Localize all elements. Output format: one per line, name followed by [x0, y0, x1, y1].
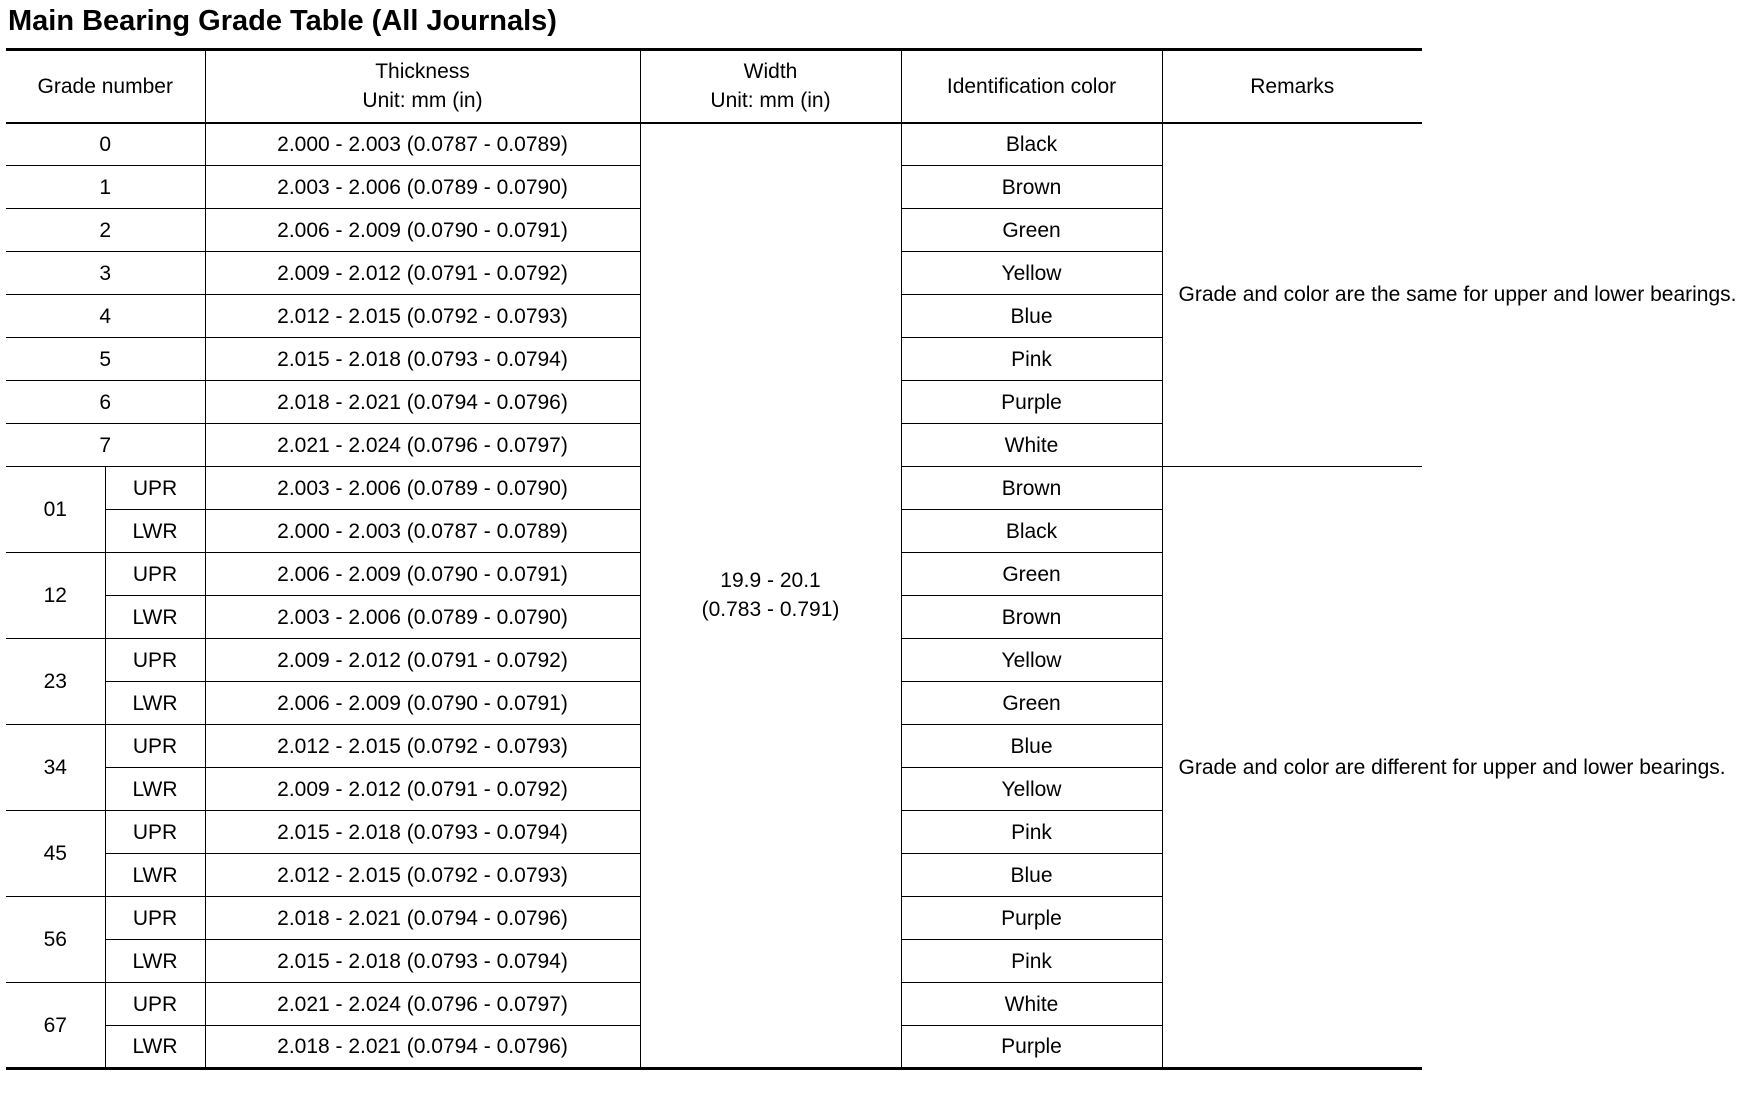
width-value-in: (0.783 - 0.791) [701, 598, 840, 622]
grade-number-cell: 3 [6, 252, 205, 295]
remarks-same-text: Grade and color are the same for upper and lower bearings. [1178, 283, 1737, 307]
identification-color-cell: Yellow [901, 252, 1162, 295]
bearing-position-cell: UPR [105, 639, 205, 682]
thickness-cell: 2.012 - 2.015 (0.0792 - 0.0793) [205, 725, 640, 768]
thickness-cell: 2.021 - 2.024 (0.0796 - 0.0797) [205, 424, 640, 467]
identification-color-cell: Yellow [901, 768, 1162, 811]
remarks-different-text: Grade and color are different for upper and lower bearings. [1178, 755, 1726, 779]
thickness-cell: 2.015 - 2.018 (0.0793 - 0.0794) [205, 811, 640, 854]
thickness-cell: 2.003 - 2.006 (0.0789 - 0.0790) [205, 596, 640, 639]
identification-color-cell: Purple [901, 381, 1162, 424]
bearing-position-cell: UPR [105, 467, 205, 510]
header-identification-color: Identification color [901, 50, 1162, 123]
width-cell [640, 123, 901, 1069]
thickness-cell: 2.012 - 2.015 (0.0792 - 0.0793) [205, 295, 640, 338]
identification-color-cell: Yellow [901, 639, 1162, 682]
grade-number-cell: 1 [6, 166, 205, 209]
bearing-position-cell: UPR [105, 983, 205, 1026]
width-value-mm: 19.9 - 20.1 [720, 569, 821, 593]
bearing-position-cell: LWR [105, 940, 205, 983]
thickness-cell: 2.000 - 2.003 (0.0787 - 0.0789) [205, 123, 640, 166]
identification-color-cell: Pink [901, 338, 1162, 381]
table-body [6, 123, 1737, 1069]
identification-color-cell: Brown [901, 596, 1162, 639]
bearing-position-cell: UPR [105, 553, 205, 596]
thickness-cell: 2.015 - 2.018 (0.0793 - 0.0794) [205, 338, 640, 381]
grade-number-cell: 2 [6, 209, 205, 252]
identification-color-cell: Black [901, 123, 1162, 166]
thickness-cell: 2.009 - 2.012 (0.0791 - 0.0792) [205, 639, 640, 682]
bearing-position-cell: UPR [105, 897, 205, 940]
thickness-cell: 2.003 - 2.006 (0.0789 - 0.0790) [205, 166, 640, 209]
header-width: Width Unit: mm (in) [640, 50, 901, 123]
grade-number-cell: 0 [6, 123, 205, 166]
bearing-position-cell: LWR [105, 682, 205, 725]
identification-color-cell: Pink [901, 940, 1162, 983]
identification-color-cell: Brown [901, 166, 1162, 209]
thickness-cell: 2.003 - 2.006 (0.0789 - 0.0790) [205, 467, 640, 510]
identification-color-cell: Pink [901, 811, 1162, 854]
grade-number-cell: 7 [6, 424, 205, 467]
grade-number-cell: 4 [6, 295, 205, 338]
grade-number-cell: 12 [6, 553, 105, 639]
header-grade-number: Grade number [6, 50, 205, 123]
bearing-position-cell: LWR [105, 854, 205, 897]
grade-number-cell: 6 [6, 381, 205, 424]
grade-number-cell: 34 [6, 725, 105, 811]
header-row [6, 50, 1422, 123]
identification-color-cell: Blue [901, 295, 1162, 338]
identification-color-cell: Blue [901, 725, 1162, 768]
thickness-cell: 2.006 - 2.009 (0.0790 - 0.0791) [205, 682, 640, 725]
grade-number-cell: 5 [6, 338, 205, 381]
thickness-cell: 2.006 - 2.009 (0.0790 - 0.0791) [205, 553, 640, 596]
grade-number-cell: 45 [6, 811, 105, 897]
identification-color-cell: Green [901, 682, 1162, 725]
thickness-cell: 2.015 - 2.018 (0.0793 - 0.0794) [205, 940, 640, 983]
thickness-cell: 2.012 - 2.015 (0.0792 - 0.0793) [205, 854, 640, 897]
bearing-position-cell: LWR [105, 768, 205, 811]
identification-color-cell: Blue [901, 854, 1162, 897]
page-title: Main Bearing Grade Table (All Journals) [8, 5, 557, 37]
identification-color-cell: Purple [901, 897, 1162, 940]
identification-color-cell: Black [901, 510, 1162, 553]
header-thickness: Thickness Unit: mm (in) [205, 50, 640, 123]
identification-color-cell: White [901, 983, 1162, 1026]
bearing-position-cell: LWR [105, 1026, 205, 1069]
thickness-cell: 2.018 - 2.021 (0.0794 - 0.0796) [205, 381, 640, 424]
identification-color-cell: White [901, 424, 1162, 467]
thickness-cell: 2.009 - 2.012 (0.0791 - 0.0792) [205, 768, 640, 811]
bearing-position-cell: LWR [105, 596, 205, 639]
grade-number-cell: 23 [6, 639, 105, 725]
identification-color-cell: Green [901, 553, 1162, 596]
bearing-position-cell: LWR [105, 510, 205, 553]
bearing-grade-table [6, 48, 1737, 1070]
thickness-cell: 2.009 - 2.012 (0.0791 - 0.0792) [205, 252, 640, 295]
bearing-position-cell: UPR [105, 811, 205, 854]
thickness-cell: 2.018 - 2.021 (0.0794 - 0.0796) [205, 1026, 640, 1069]
bearing-position-cell: UPR [105, 725, 205, 768]
thickness-cell: 2.018 - 2.021 (0.0794 - 0.0796) [205, 897, 640, 940]
grade-number-cell: 01 [6, 467, 105, 553]
remarks-cell-same [1162, 123, 1737, 467]
identification-color-cell: Green [901, 209, 1162, 252]
grade-number-cell: 56 [6, 897, 105, 983]
remarks-cell-different [1162, 467, 1726, 1069]
header-remarks: Remarks [1162, 50, 1422, 123]
identification-color-cell: Purple [901, 1026, 1162, 1069]
thickness-cell: 2.006 - 2.009 (0.0790 - 0.0791) [205, 209, 640, 252]
grade-number-cell: 67 [6, 983, 105, 1069]
thickness-cell: 2.021 - 2.024 (0.0796 - 0.0797) [205, 983, 640, 1026]
table-row [6, 123, 1422, 166]
thickness-cell: 2.000 - 2.003 (0.0787 - 0.0789) [205, 510, 640, 553]
identification-color-cell: Brown [901, 467, 1162, 510]
